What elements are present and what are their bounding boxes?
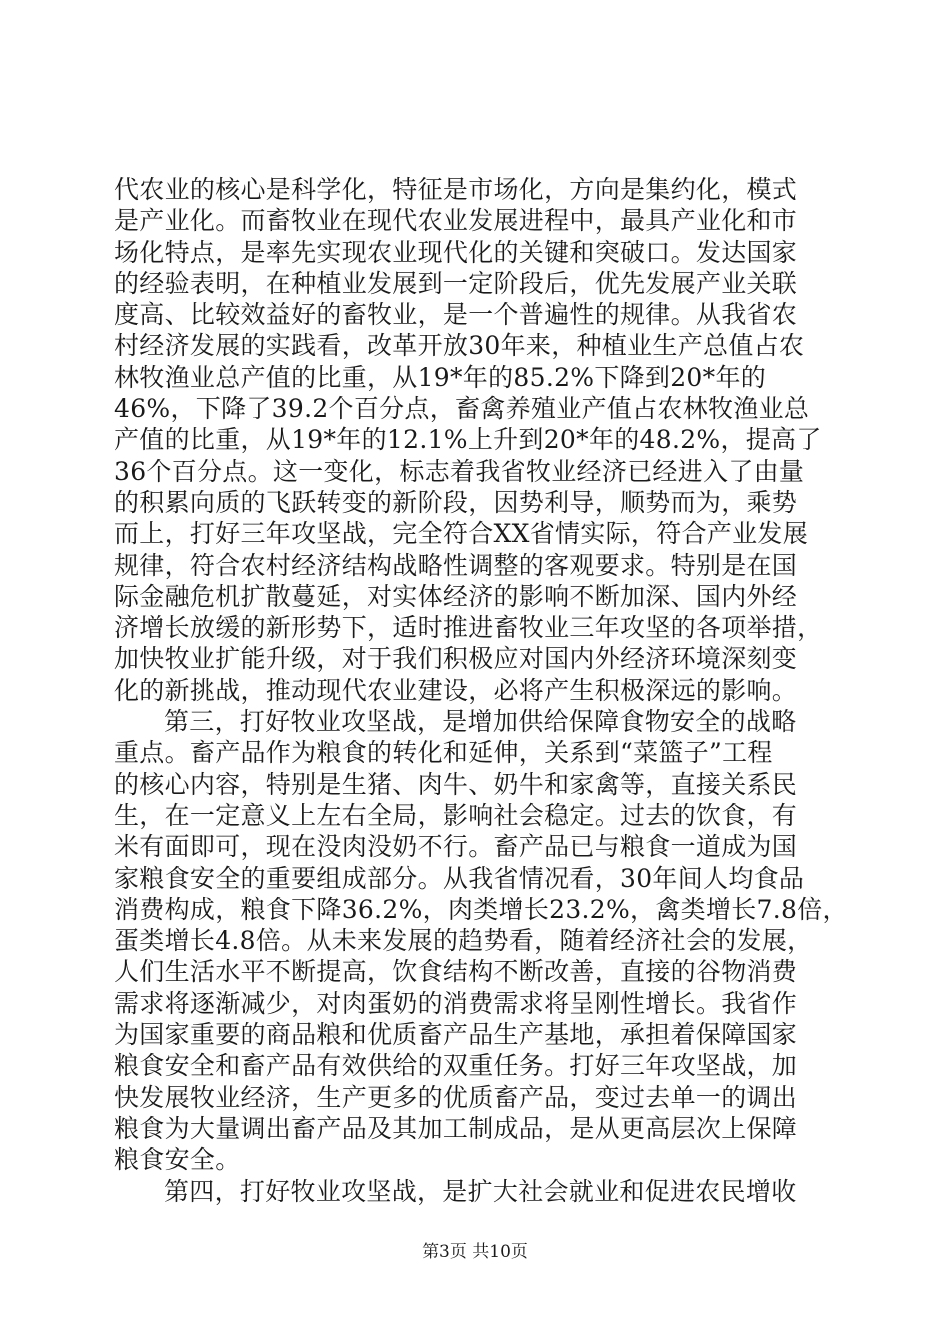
text-line: 的核心内容，特别是生猪、肉牛、奶牛和家禽等，直接关系民 bbox=[114, 769, 798, 799]
text-line: 加快牧业扩能升级，对于我们积极应对国内外经济环境深刻变 bbox=[114, 644, 798, 674]
text-line: 际金融危机扩散蔓延，对实体经济的影响不断加深、国内外经 bbox=[114, 581, 798, 611]
text-line: 场化特点，是率先实现农业现代化的关键和突破口。发达国家 bbox=[114, 237, 798, 267]
text-line: 46%，下降了39.2个百分点，畜禽养殖业产值占农林牧渔业总 bbox=[114, 394, 810, 424]
body-text bbox=[114, 174, 846, 1207]
text-line: 粮食安全和畜产品有效供给的双重任务。打好三年攻坚战，加 bbox=[114, 1051, 798, 1081]
text-line: 粮食为大量调出畜产品及其加工制成品，是从更高层次上保障 bbox=[114, 1113, 798, 1143]
text-line: 是产业化。而畜牧业在现代农业发展进程中，最具产业化和市 bbox=[114, 206, 798, 236]
text-line: 消费构成，粮食下降36.2%，肉类增长23.2%，禽类增长7.8倍， bbox=[114, 894, 848, 924]
text-line: 度高、比较效益好的畜牧业，是一个普遍性的规律。从我省农 bbox=[114, 300, 798, 330]
text-line: 林牧渔业总产值的比重，从19*年的85.2%下降到20*年的 bbox=[114, 362, 767, 392]
text-line: 第四，打好牧业攻坚战，是扩大社会就业和促进农民增收 bbox=[164, 1176, 797, 1206]
paragraph bbox=[114, 706, 846, 1175]
text-line: 蛋类增长4.8倍。从未来发展的趋势看，随着经济社会的发展， bbox=[114, 926, 813, 956]
text-line: 村经济发展的实践看，改革开放30年来，种植业生产总值占农 bbox=[114, 331, 805, 361]
text-line: 生，在一定意义上左右全局，影响社会稳定。过去的饮食，有 bbox=[114, 800, 798, 830]
text-line: 快发展牧业经济，生产更多的优质畜产品，变过去单一的调出 bbox=[114, 1082, 798, 1112]
text-line: 化的新挑战，推动现代农业建设，必将产生积极深远的影响。 bbox=[114, 675, 798, 705]
text-line: 的积累向质的飞跃转变的新阶段，因势利导，顺势而为，乘势 bbox=[114, 487, 798, 517]
text-line: 而上，打好三年攻坚战，完全符合XX省情实际，符合产业发展 bbox=[114, 519, 808, 549]
text-line: 为国家重要的商品粮和优质畜产品生产基地，承担着保障国家 bbox=[114, 1020, 798, 1050]
text-line: 产值的比重，从19*年的12.1%上升到20*年的48.2%，提高了 bbox=[114, 425, 822, 455]
text-line: 人们生活水平不断提高，饮食结构不断改善，直接的谷物消费 bbox=[114, 957, 798, 987]
text-line: 米有面即可，现在没肉没奶不行。畜产品已与粮食一道成为国 bbox=[114, 832, 798, 862]
text-line: 需求将逐渐减少，对肉蛋奶的消费需求将呈刚性增长。我省作 bbox=[114, 988, 798, 1018]
text-line: 第三，打好牧业攻坚战，是增加供给保障食物安全的战略 bbox=[164, 707, 797, 737]
text-line: 的经验表明，在种植业发展到一定阶段后，优先发展产业关联 bbox=[114, 268, 798, 298]
text-line: 家粮食安全的重要组成部分。从我省情况看，30年间人均食品 bbox=[114, 863, 805, 893]
page-footer: 第3页 共10页 bbox=[422, 1242, 528, 1262]
text-line: 重点。畜产品作为粮食的转化和延伸，关系到“菜篮子”工程 bbox=[114, 738, 773, 768]
text-line: 规律，符合农村经济结构战略性调整的客观要求。特别是在国 bbox=[114, 550, 798, 580]
text-line: 济增长放缓的新形势下，适时推进畜牧业三年攻坚的各项举措， bbox=[114, 613, 823, 643]
paragraph bbox=[114, 1176, 846, 1207]
text-line: 36个百分点。这一变化，标志着我省牧业经济已经进入了由量 bbox=[114, 456, 805, 486]
text-line: 代农业的核心是科学化，特征是市场化，方向是集约化，模式 bbox=[114, 175, 798, 204]
paragraph bbox=[114, 174, 846, 706]
text-line: 粮食安全。 bbox=[114, 1145, 241, 1175]
